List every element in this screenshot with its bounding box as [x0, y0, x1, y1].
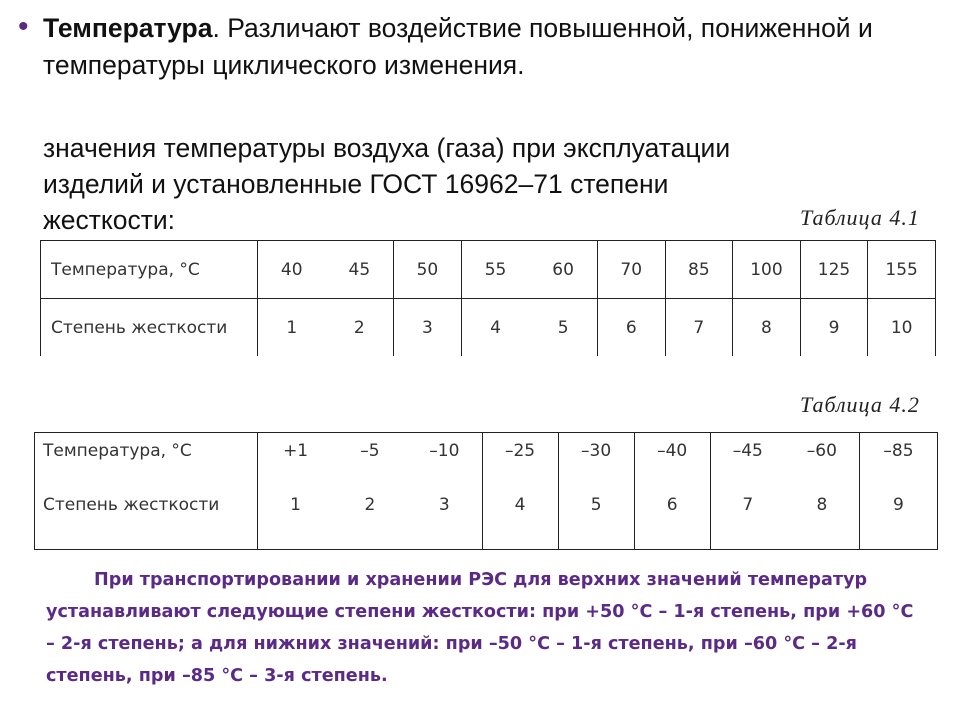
table1-cell	[800, 241, 868, 299]
intro-text: . Различают воздействие повышенной, пониженной и температуры циклического изменения.	[43, 13, 873, 80]
cell-value: 125	[817, 259, 851, 280]
cell-value: 155	[885, 259, 918, 280]
table2-cell	[482, 433, 558, 550]
table1-cell	[257, 241, 393, 299]
cell-value: 1	[290, 495, 301, 515]
cell-value: 8	[761, 317, 772, 338]
cell-value: 70	[620, 259, 643, 280]
intro-subtext: значения температуры воздуха (газа) при эксплуатации изделий и установленные ГОСТ 16962–71 степени жесткости:	[43, 133, 731, 235]
cell-value: –10	[429, 441, 460, 461]
bullet-icon: •	[18, 10, 29, 43]
table2-cell	[558, 433, 634, 550]
table1-grade-row	[41, 299, 936, 356]
cell-value: 40	[280, 259, 303, 280]
cell-value: 85	[688, 259, 710, 280]
table2-cell	[258, 433, 482, 550]
cell-value: +1	[283, 441, 309, 461]
cell-value: 9	[828, 317, 840, 338]
cell-value: 55	[484, 259, 507, 280]
transport-note	[46, 564, 926, 692]
table2-cell	[634, 433, 710, 550]
cell-value: 3	[422, 317, 433, 338]
table1-cell	[461, 299, 597, 356]
cell-value: 1	[286, 317, 298, 338]
table1-cell	[394, 241, 462, 299]
table2-row	[35, 433, 938, 550]
cell-value: 10	[890, 317, 913, 338]
table1-caption: Таблица 4.1	[800, 205, 920, 230]
table-4-1	[40, 240, 936, 356]
cell-value: 4	[490, 317, 501, 338]
cell-value: 9	[893, 495, 904, 515]
intro-paragraph	[43, 10, 923, 84]
cell-value: 8	[816, 495, 828, 515]
cell-value: 6	[625, 317, 637, 338]
cell-value: –45	[732, 441, 763, 461]
table1-cell	[733, 299, 801, 356]
transport-note-text: При транспортировании и хранении РЭС для верхних значений температур устанавливают следующие степени жесткости: при +50 °С – 1-я степень, при +60 °С – 2-я степень; а для нижних значений: при –50 °С – 1-я степень, при –60 °С – 2-я степень, при –85 °С – 3-я степень.	[46, 570, 914, 686]
cell-value: 7	[693, 317, 705, 338]
cell-value: 2	[364, 495, 376, 515]
table2-label-temperature: Температура, °С	[43, 441, 192, 461]
table1-label-temperature: Температура, °С	[41, 241, 258, 299]
table1-cell	[868, 241, 936, 299]
intro-term: Температура	[43, 13, 213, 43]
table2-label-grade: Степень жесткости	[43, 495, 220, 515]
cell-value: 5	[590, 495, 602, 515]
cell-value: 100	[750, 259, 783, 280]
table1-cell	[597, 299, 665, 356]
table1-cell	[868, 299, 936, 356]
table1-label-grade: Степень жесткости	[41, 299, 258, 356]
cell-value: 50	[416, 259, 439, 280]
table2-cell	[710, 433, 859, 550]
cell-value: 4	[514, 495, 526, 515]
cell-value: –40	[657, 441, 688, 461]
table2-labels	[35, 433, 258, 550]
table2-caption: Таблица 4.2	[800, 392, 920, 417]
table1-cell	[257, 299, 393, 356]
table-4-2	[34, 432, 938, 550]
cell-value: –5	[360, 441, 380, 461]
table1-cell	[800, 299, 868, 356]
table1-cell	[394, 299, 462, 356]
table1-cell	[733, 241, 801, 299]
cell-value: –30	[581, 441, 612, 461]
table1-cell	[665, 241, 733, 299]
cell-value: 60	[552, 259, 574, 280]
cell-value: 45	[348, 259, 371, 280]
table1-cell	[461, 241, 597, 299]
cell-value: –85	[883, 441, 914, 461]
cell-value: –60	[806, 441, 837, 461]
cell-value: –25	[504, 441, 536, 461]
table1-temperature-row	[41, 241, 936, 299]
cell-value: 6	[666, 495, 678, 515]
table2-cell	[859, 433, 937, 550]
cell-value: 2	[353, 317, 365, 338]
table1-cell	[665, 299, 733, 356]
table1-cell	[597, 241, 665, 299]
cell-value: 7	[742, 495, 754, 515]
cell-value: 5	[557, 317, 569, 338]
cell-value: 3	[438, 495, 450, 515]
